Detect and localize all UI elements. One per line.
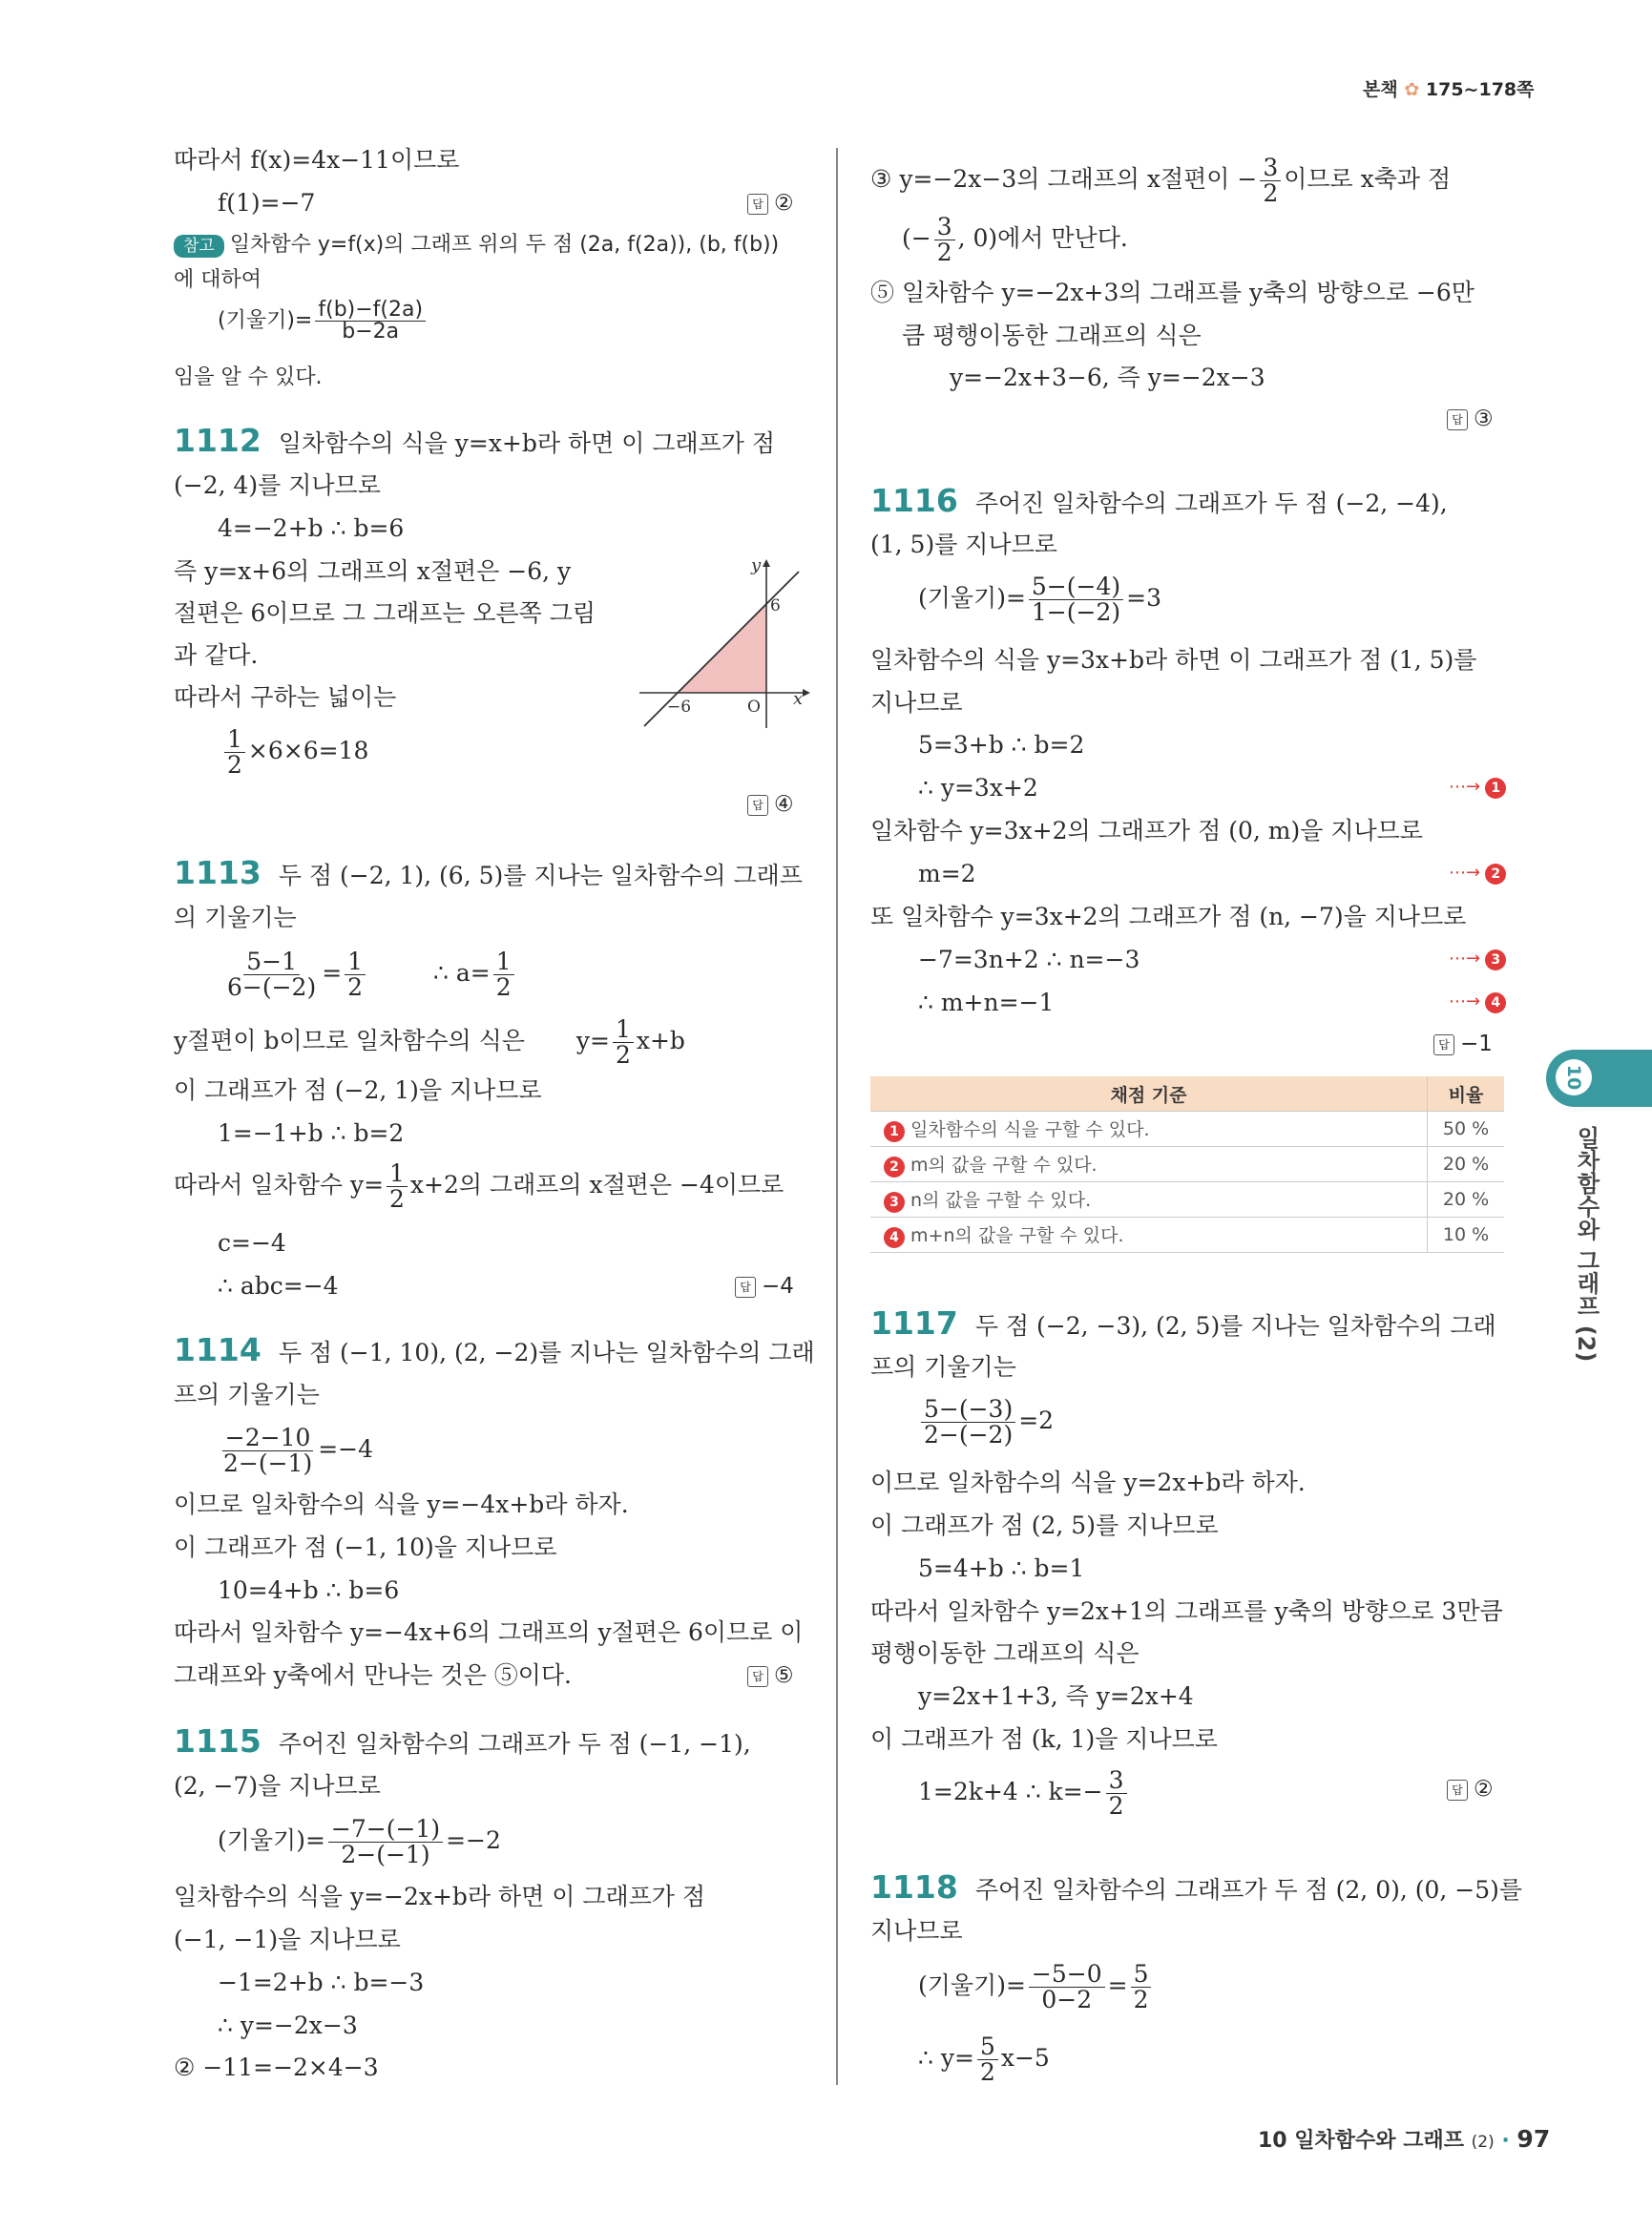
fraction: $\frac{1}{2}$ (493, 949, 514, 1000)
p1116-l2: (1, 5)를 지나므로 (870, 531, 1057, 558)
p1116-answer: 답 −1 (1433, 1032, 1493, 1056)
p1113-l7: c=−4 (218, 1229, 286, 1257)
p1113-l3: y절편이 b이므로 일차함수의 식은 y= $\frac{1}{2}$ x+b (174, 1015, 685, 1069)
p1111-answer: 답 ② (747, 191, 794, 216)
p1115-slope: (기울기)= $\frac{-7-(-1)}{2-(-1)}$ =−2 (218, 1815, 501, 1868)
p1117-l2: 프의 기울기는 (870, 1353, 1016, 1381)
p1111-l1: 따라서 f(x)=4x−11이므로 (174, 146, 460, 174)
p1112-l3: 4=−2+b ∴ b=6 (218, 514, 405, 542)
answer-icon: 답 (1447, 1780, 1468, 1801)
p1117-l9: 이 그래프가 점 (k, 1)을 지나므로 (870, 1725, 1218, 1753)
p1115-l2: (2, −7)을 지나므로 (174, 1772, 381, 1800)
problem-number: 1113 (174, 854, 261, 891)
grading-table (870, 1076, 1504, 1253)
p1115r-l2: (− $\frac{3}{2}$ , 0)에서 만난다. (902, 213, 1128, 266)
p1114-l4: 이 그래프가 점 (−1, 10)을 지나므로 (174, 1533, 557, 1561)
p1116-l3: 일차함수의 식을 y=3x+b라 하면 이 그래프가 점 (1, 5)를 (870, 646, 1477, 674)
problem-number: 1112 (174, 422, 261, 459)
x-label: x (793, 689, 804, 709)
p1114-l2: 프의 기울기는 (174, 1381, 320, 1408)
p1114-answer: 답 ⑤ (747, 1663, 794, 1688)
origin-label: O (747, 698, 761, 717)
fraction: $\frac{3}{2}$ (1260, 156, 1281, 206)
p1111-note-l1: 참고 일차함수 y=f(x)의 그래프 위의 두 점 (2a, f(2a)), (b, f(b)) (174, 232, 779, 259)
p1117-l6: 따라서 일차함수 y=2x+1의 그래프를 y축의 방향으로 3만큼 (870, 1597, 1503, 1625)
p1117-l1: 1117 두 점 (−2, −3), (2, 5)를 지나는 일차함수의 그래 (870, 1304, 1496, 1342)
p1116-l9: 또 일차함수 y=3x+2의 그래프가 점 (n, −7)을 지나므로 (870, 903, 1467, 930)
p1115-l5: −1=2+b ∴ b=−3 (218, 1969, 425, 1996)
fraction: $\frac{1}{2}$ (613, 1017, 634, 1068)
p1113-slope: $\frac{5-1}{6-(-2)}$ = $\frac{1}{2}$ ∴ a= $\frac{1}{2}$ (221, 949, 517, 1000)
p1112-graph (635, 552, 816, 733)
p1116-l6: ∴ y=3x+2 (918, 774, 1038, 802)
footer-chapter: 10 일차함수와 그래프 (1258, 2129, 1464, 2153)
chapter-title-vertical: 일차함수와 그래프 (2) (1573, 1126, 1600, 1363)
p1114-l7: 그래프와 y축에서 만나는 것은 ⑤이다. (174, 1661, 572, 1689)
p1113-l2: 의 기울기는 (174, 904, 297, 931)
table-header-ratio: 비율 (1428, 1076, 1505, 1112)
p1116-slope: (기울기)= $\frac{5-(-4)}{1-(-2)}$ =3 (918, 573, 1161, 626)
p1114-l6: 따라서 일차함수 y=−4x+6의 그래프의 y절편은 6이므로 이 (174, 1618, 804, 1646)
p1116-l10: −7=3n+2 ∴ n=−3 (918, 946, 1140, 973)
p1113-l4: 이 그래프가 점 (−2, 1)을 지나므로 (174, 1076, 542, 1104)
p1115r-l4: 큼 평행이동한 그래프의 식은 (902, 322, 1202, 349)
p1114-l1: 1114 두 점 (−1, 10), (2, −2)를 지나는 일차함수의 그래 (174, 1331, 815, 1368)
footer-page-number: 97 (1516, 2125, 1551, 2153)
fraction: $\frac{1}{2}$ (224, 727, 245, 778)
p1115r-l5: y=−2x+3−6, 즉 y=−2x−3 (950, 364, 1265, 391)
p1111-note-l2: 에 대하여 (174, 268, 262, 292)
p1117-l5: 5=4+b ∴ b=1 (918, 1554, 1085, 1582)
x-axis-arrow (803, 689, 810, 697)
answer-icon: 답 (747, 1666, 768, 1687)
p1113-l5: 1=−1+b ∴ b=2 (218, 1119, 405, 1147)
flower-icon: ✿ (1404, 79, 1420, 100)
fraction: $\frac{-5-0}{0-2}$ (1029, 1962, 1105, 2012)
p1114-l5: 10=4+b ∴ b=6 (218, 1576, 400, 1604)
p1113-answer: 답 −4 (735, 1274, 794, 1299)
p1112-l6: 과 같다. (174, 641, 259, 669)
p1114-l3: 이므로 일차함수의 식을 y=−4x+b라 하자. (174, 1491, 629, 1518)
p1117-slope: $\frac{5-(-3)}{2-(-2)}$ =2 (918, 1397, 1054, 1448)
p1117-l7: 평행이동한 그래프의 식은 (870, 1639, 1140, 1667)
p1111-note-formula: (기울기)= $\frac{f(b)-f(2a)}{b-2a}$ (218, 300, 429, 343)
chapter-tab (1546, 1050, 1652, 1107)
p1116-l1: 1116 주어진 일차함수의 그래프가 두 점 (−2, −4), (870, 482, 1448, 519)
y-intercept-label: 6 (770, 596, 781, 615)
problem-number: 1118 (870, 1868, 958, 1906)
y-label: y (751, 555, 762, 575)
table-row: 4 m+n의 값을 구할 수 있다. 10 % (870, 1218, 1504, 1253)
p1114-slope: $\frac{-2-10}{2-(-1)}$ =−4 (218, 1426, 373, 1476)
fraction: $\frac{3}{2}$ (1106, 1768, 1127, 1819)
p1113-l8: ∴ abc=−4 (218, 1272, 339, 1300)
p1112-l2: (−2, 4)를 지나므로 (174, 471, 381, 499)
column-divider (836, 148, 838, 2085)
header-book: 본책 (1363, 79, 1398, 100)
fraction: $\frac{5}{2}$ (977, 2034, 998, 2085)
p1116-l7: 일차함수 y=3x+2의 그래프가 점 (0, m)을 지나므로 (870, 817, 1423, 844)
p1115r-l1: ③ y=−2x−3의 그래프의 x절편이 − $\frac{3}{2}$ 이므로 x축과 점 (870, 154, 1452, 207)
fraction: $\frac{-7-(-1)}{2-(-1)}$ (328, 1817, 443, 1867)
answer-icon: 답 (747, 795, 768, 816)
answer-icon: 답 (735, 1277, 756, 1298)
table-row: 1 일차함수의 식을 구할 수 있다. 50 % (870, 1112, 1504, 1147)
p1113-l1: 1113 두 점 (−2, 1), (6, 5)를 지나는 일차함수의 그래프 (174, 854, 803, 891)
header-pages: 175~178쪽 (1425, 79, 1535, 100)
p1117-l8: y=2x+1+3, 즉 y=2x+4 (918, 1682, 1194, 1710)
chapter-num-circle (1556, 1059, 1592, 1095)
p1112-answer: 답 ④ (747, 792, 794, 817)
fraction: $\frac{5-1}{6-(-2)}$ (227, 948, 317, 1001)
y-axis-arrow (763, 559, 770, 567)
p1118-l3: ∴ y= $\frac{5}{2}$ x−5 (918, 2033, 1050, 2086)
step-marker-2: ⋯→ 2 (1449, 863, 1506, 885)
p1112-l7: 따라서 구하는 넓이는 (174, 683, 397, 711)
p1115r-answer: 답 ③ (1447, 407, 1494, 431)
chapter-num: 10 (1563, 1064, 1584, 1091)
p1116-l8: m=2 (918, 860, 976, 887)
problem-number: 1116 (870, 482, 958, 519)
table-header-criteria: 채점 기준 (870, 1076, 1428, 1112)
step-marker-3: ⋯→ 3 (1449, 949, 1506, 970)
p1117-answer: 답 ② (1447, 1777, 1494, 1802)
p1117-l4: 이 그래프가 점 (2, 5)를 지나므로 (870, 1512, 1219, 1539)
p1116-l4: 지나므로 (870, 689, 963, 717)
answer-icon: 답 (1447, 409, 1468, 430)
p1115-l4: (−1, −1)을 지나므로 (174, 1926, 401, 1953)
p1112-l5: 절편은 6이므로 그 그래프는 오른쪽 그림 (174, 599, 596, 627)
p1112-l1: 1112 일차함수의 식을 y=x+b라 하면 이 그래프가 점 (174, 422, 776, 459)
p1113-l6: 따라서 일차함수 y= $\frac{1}{2}$ x+2의 그래프의 x절편은 −4이므로 (174, 1159, 784, 1213)
p1115r-l3: ⑤ 일차함수 y=−2x+3의 그래프를 y축의 방향으로 −6만 (870, 279, 1474, 306)
p1118-slope: (기울기)= $\frac{-5-0}{0-2}$ = $\frac{5}{2}$ (918, 1962, 1154, 2012)
p1116-l11: ∴ m+n=−1 (918, 989, 1055, 1016)
p1115-l1: 1115 주어진 일차함수의 그래프가 두 점 (−1, −1), (174, 1722, 751, 1760)
answer-icon: 답 (747, 194, 768, 215)
fraction: $\frac{-2-10}{2-(-1)}$ (223, 1424, 313, 1477)
problem-number: 1115 (174, 1722, 261, 1760)
p1117-l3: 이므로 일차함수의 식을 y=2x+b라 하자. (870, 1469, 1306, 1496)
page-header (1363, 76, 1535, 103)
table-row: 3 n의 값을 구할 수 있다. 20 % (870, 1182, 1504, 1218)
step-marker-4: ⋯→ 4 (1449, 991, 1506, 1013)
fraction: $\frac{3}{2}$ (934, 215, 955, 265)
p1117-l10: 1=2k+4 ∴ k=− $\frac{3}{2}$ (918, 1768, 1130, 1819)
fraction: $\frac{5-(-4)}{1-(-2)}$ (1029, 574, 1123, 625)
step-marker-1: ⋯→ 1 (1449, 777, 1506, 799)
table-row: 2 m의 값을 구할 수 있다. 20 % (870, 1147, 1504, 1182)
answer-icon: 답 (1433, 1034, 1454, 1055)
fraction: $\frac{5-(-3)}{2-(-2)}$ (921, 1397, 1015, 1448)
p1115-l3: 일차함수의 식을 y=−2x+b라 하면 이 그래프가 점 (174, 1883, 706, 1910)
problem-number: 1117 (870, 1304, 958, 1342)
page-footer: 10 일차함수와 그래프 (2) · 97 (1258, 2125, 1551, 2153)
fraction: $\frac{5}{2}$ (1131, 1962, 1152, 2012)
p1112-l8: $\frac{1}{2}$ ×6×6=18 (221, 727, 368, 778)
fraction: $\frac{1}{2}$ (387, 1161, 408, 1212)
problem-number: 1114 (174, 1331, 261, 1368)
p1111-l2: f(1)=−7 (218, 189, 316, 217)
fraction: $\frac{1}{2}$ (345, 949, 366, 1000)
footer-part: (2) (1471, 2133, 1495, 2152)
note-tag: 참고 (174, 235, 224, 258)
p1115-l7: ② −11=−2×4−3 (174, 2054, 379, 2081)
x-intercept-label: −6 (667, 698, 692, 717)
p1111-note-l3: 임을 알 수 있다. (174, 365, 323, 389)
p1118-l2: 지나므로 (870, 1917, 963, 1945)
p1115-l6: ∴ y=−2x−3 (218, 2012, 358, 2039)
fraction: $\frac{f(b)-f(2a)}{b-2a}$ (315, 300, 426, 343)
p1112-l4: 즉 y=x+6의 그래프의 x절편은 −6, y (174, 557, 572, 585)
p1116-l5: 5=3+b ∴ b=2 (918, 731, 1085, 759)
p1118-l1: 1118 주어진 일차함수의 그래프가 두 점 (2, 0), (0, −5)를 (870, 1868, 1523, 1906)
